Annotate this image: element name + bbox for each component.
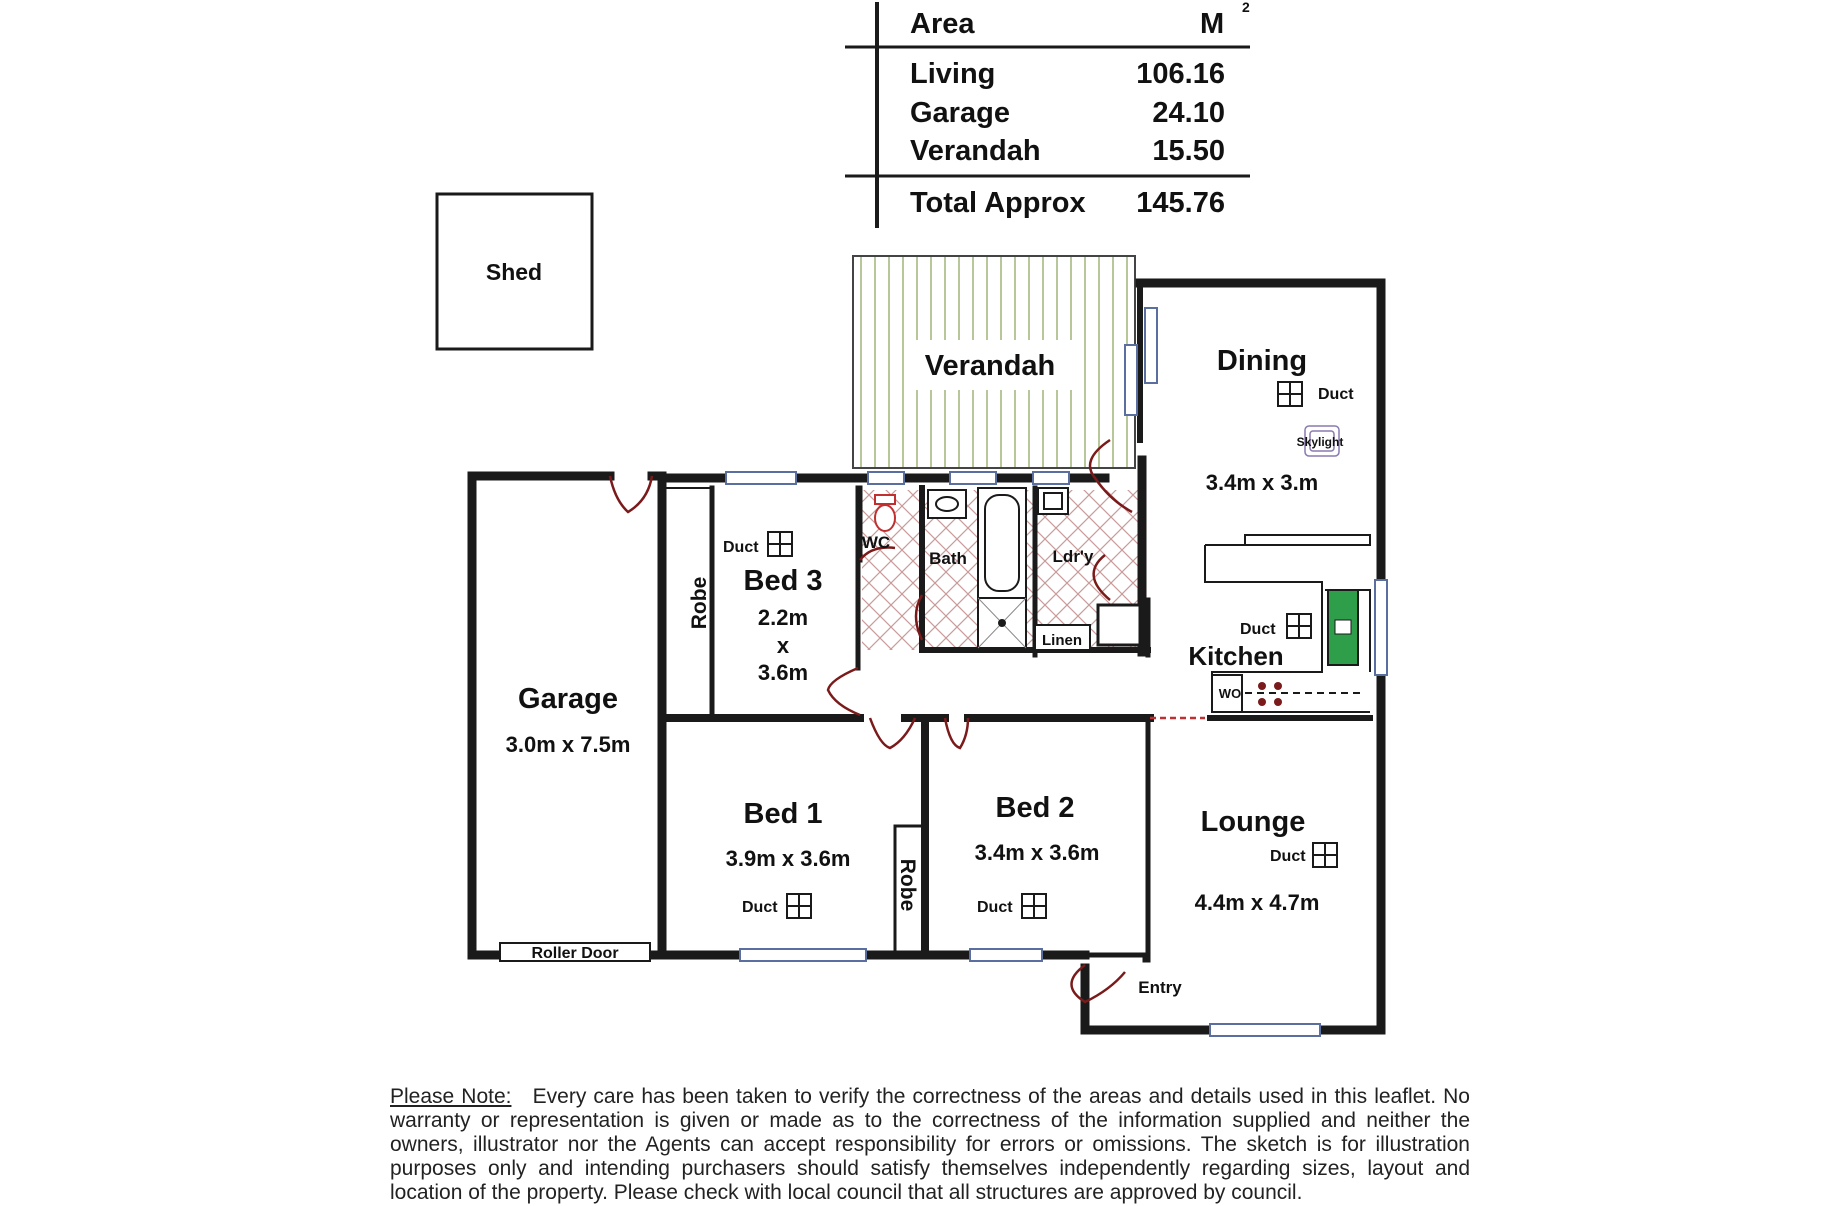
- bed2-size: 3.4m x 3.6m: [974, 840, 1100, 865]
- garage-size: 3.0m x 7.5m: [505, 732, 631, 757]
- shower-icon: [978, 598, 1026, 648]
- table-total-value: 145.76: [1136, 187, 1225, 219]
- duct-label-bed3: Duct: [723, 539, 759, 556]
- window-laundry: [1033, 472, 1069, 484]
- disclaimer-heading: Please Note:: [390, 1085, 512, 1108]
- disclaimer-note: [390, 1085, 1470, 1205]
- window-dining-2: [1145, 308, 1157, 383]
- door-bed3: [828, 668, 860, 715]
- duct-icon: [768, 532, 792, 556]
- skylight-label: Skylight: [1296, 435, 1344, 449]
- laundry-label: Ldr'y: [1052, 547, 1094, 566]
- duct-label-dining: Duct: [1318, 386, 1354, 403]
- duct-label-bed1: Duct: [742, 899, 778, 916]
- wo-label: WO: [1218, 686, 1242, 701]
- door-bed2: [945, 718, 968, 748]
- area-table: [845, 0, 1250, 228]
- dining-label: Dining: [1216, 345, 1308, 377]
- door-bed1: [870, 718, 915, 748]
- linen-label: Linen: [1042, 632, 1082, 649]
- window-bath: [950, 472, 996, 484]
- window-bed1: [740, 949, 866, 961]
- verandah: [853, 256, 1135, 468]
- shed-label: Shed: [485, 259, 543, 285]
- kitchen-label: Kitchen: [1188, 641, 1284, 671]
- bed3-size-2: x: [776, 633, 790, 658]
- dining-size: 3.4m x 3.m: [1205, 470, 1319, 495]
- area-row-value: 106.16: [1136, 58, 1225, 90]
- basin-icon: [928, 490, 966, 518]
- table-header-unit: M: [1200, 8, 1225, 40]
- sink-icon: [1328, 590, 1358, 665]
- shed: [437, 194, 592, 349]
- window-dining-1: [1125, 345, 1137, 415]
- bed3-label: Bed 3: [743, 565, 823, 597]
- bed3-size-3: 3.6m: [757, 660, 809, 685]
- duct-icon: [787, 894, 811, 918]
- entry-label: Entry: [1138, 978, 1182, 997]
- duct-icon: [1313, 843, 1337, 867]
- laundry-cupboard: [1098, 605, 1140, 645]
- garage-label: Garage: [518, 683, 618, 715]
- bed1-label: Bed 1: [743, 798, 823, 830]
- duct-label-bed2: Duct: [977, 899, 1013, 916]
- window-bed3: [726, 472, 796, 484]
- window-lounge: [1210, 1024, 1320, 1036]
- lounge-size: 4.4m x 4.7m: [1194, 890, 1320, 915]
- robe-bed1-label: Robe: [896, 858, 919, 912]
- duct-icon: [1022, 894, 1046, 918]
- bathtub-icon: [978, 488, 1026, 598]
- wc-label: WC: [861, 533, 891, 552]
- area-row-label: Living: [910, 58, 996, 90]
- area-row-value: 24.10: [1152, 97, 1225, 129]
- verandah-label: Verandah: [924, 350, 1056, 382]
- window-kitchen: [1375, 580, 1387, 675]
- bed1-size: 3.9m x 3.6m: [725, 846, 851, 871]
- toilet-icon: [875, 495, 895, 531]
- duct-icon: [1287, 614, 1311, 638]
- lounge-label: Lounge: [1200, 806, 1306, 838]
- disclaimer-text: Every care has been taken to verify the correctness of the areas and details used in this leaflet. No warranty or representation is given or made as to the correctness of the information supplied and neither the owners, illustrator nor the Agents can accept responsibility for errors or omissions. The sketch is for illustration purposes only and intending purchasers should satisfy themselves independently regarding sizes, layout and location of the property. Please check with local council that all structures are approved by council.: [390, 1085, 1470, 1204]
- area-row-label: Garage: [910, 97, 1010, 129]
- duct-label-kitchen: Duct: [1240, 621, 1276, 638]
- roller-door-label: Roller Door: [531, 945, 619, 962]
- area-rows: [910, 58, 1225, 167]
- bed3-size-1: 2.2m: [757, 605, 809, 630]
- duct-label-lounge: Duct: [1270, 848, 1306, 865]
- table-total-label: Total Approx: [910, 187, 1086, 219]
- table-header-unit-sup: 2: [1242, 0, 1250, 15]
- window-wc: [868, 472, 904, 484]
- duct-icon: [1278, 382, 1302, 406]
- door-entry: [1072, 965, 1126, 1002]
- window-bed2: [970, 949, 1042, 961]
- bed2-label: Bed 2: [995, 792, 1075, 824]
- table-header-label: Area: [910, 8, 975, 40]
- area-row-value: 15.50: [1152, 135, 1225, 167]
- area-row-label: Verandah: [910, 135, 1041, 167]
- bath-label: Bath: [929, 549, 967, 568]
- trough-icon: [1038, 488, 1068, 514]
- door-garage-rear: [610, 476, 652, 512]
- robe-bed3-label: Robe: [688, 576, 711, 630]
